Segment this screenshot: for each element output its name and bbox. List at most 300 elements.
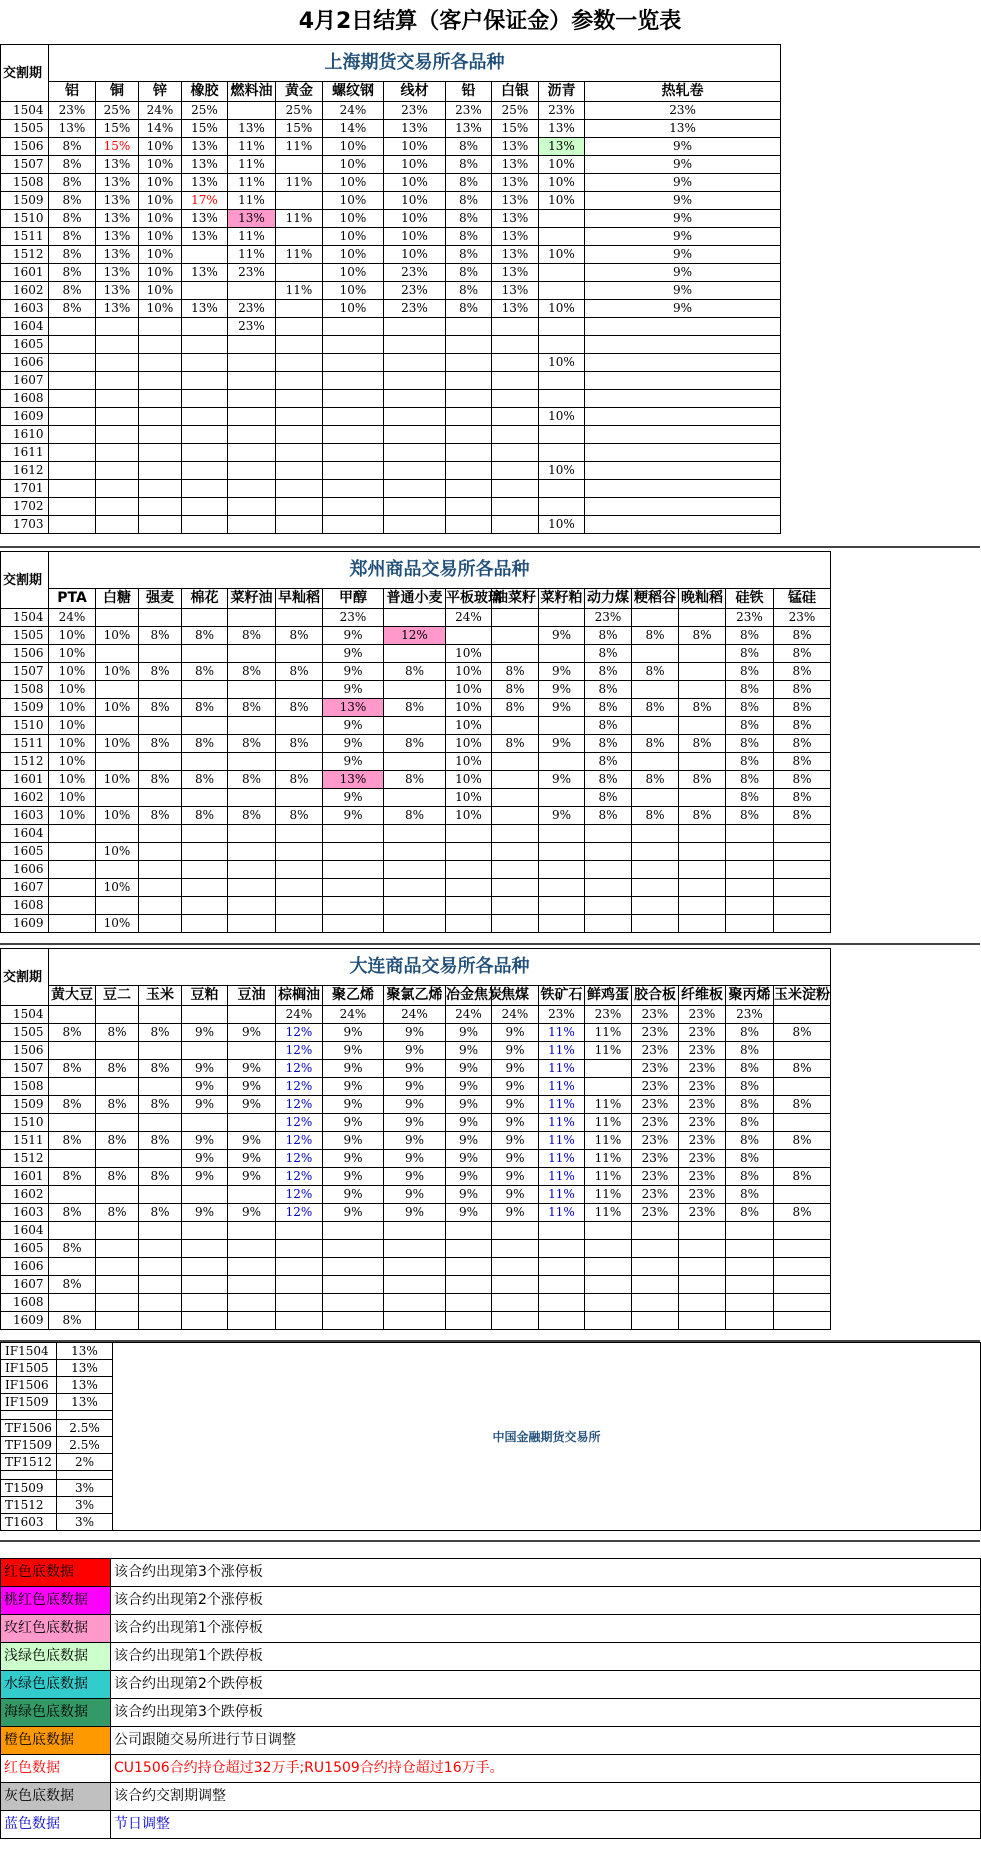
margin-cell: 11% <box>228 246 276 264</box>
product-header: 豆油 <box>228 986 276 1006</box>
margin-cell: 9% <box>323 1114 384 1132</box>
margin-cell <box>49 897 96 915</box>
margin-cell: 9% <box>446 1186 492 1204</box>
margin-cell <box>96 825 139 843</box>
table-row <box>1 1024 831 1042</box>
margin-cell <box>228 498 276 516</box>
margin-cell: 8% <box>228 699 276 717</box>
margin-cell <box>228 516 276 534</box>
margin-cell <box>446 462 492 480</box>
margin-cell: 13% <box>96 282 139 300</box>
margin-cell: 9% <box>446 1132 492 1150</box>
margin-cell: 8% <box>96 1204 139 1222</box>
margin-cell <box>276 753 323 771</box>
margin-cell <box>96 897 139 915</box>
margin-cell: 8% <box>446 192 492 210</box>
product-header: 晚籼稻 <box>679 589 726 609</box>
margin-cell <box>774 1222 831 1240</box>
margin-cell: 13% <box>96 228 139 246</box>
margin-cell: 9% <box>585 210 781 228</box>
table-row <box>1 699 831 717</box>
margin-cell: 8% <box>384 771 446 789</box>
margin-cell: 11% <box>228 192 276 210</box>
margin-cell: 8% <box>49 1132 96 1150</box>
margin-cell: 8% <box>774 735 831 753</box>
exchange-name-cffex: 中国金融期货交易所 <box>113 1343 981 1531</box>
margin-cell: 23% <box>384 282 446 300</box>
margin-cell <box>679 663 726 681</box>
margin-cell: 13% <box>492 174 539 192</box>
margin-cell: 9% <box>323 1168 384 1186</box>
margin-cell: 15% <box>492 120 539 138</box>
legend-row <box>1 1699 981 1727</box>
margin-cell: 11% <box>539 1042 585 1060</box>
contract-month: 1604 <box>1 318 49 336</box>
legend-table <box>0 1558 981 1839</box>
margin-cell: 10% <box>139 282 182 300</box>
contract-code: T1512 <box>1 1497 57 1514</box>
product-header: 焦煤 <box>492 986 539 1006</box>
margin-cell: 13% <box>446 120 492 138</box>
legend-description: 该合约出现第3个涨停板 <box>111 1559 981 1587</box>
margin-cell: 9% <box>539 699 585 717</box>
margin-cell: 8% <box>774 1168 831 1186</box>
margin-cell: 8% <box>49 1096 96 1114</box>
margin-cell: 17% <box>182 192 228 210</box>
margin-cell <box>276 354 323 372</box>
margin-cell: 8% <box>774 717 831 735</box>
margin-cell <box>492 354 539 372</box>
delivery-label: 交割期 <box>1 552 49 609</box>
table-row <box>1 627 831 645</box>
margin-cell <box>726 1312 774 1330</box>
margin-cell: 8% <box>228 735 276 753</box>
margin-cell: 11% <box>228 138 276 156</box>
margin-cell: 8% <box>774 1204 831 1222</box>
margin-cell <box>726 915 774 933</box>
product-header: 油菜籽 <box>492 589 539 609</box>
margin-cell <box>384 879 446 897</box>
margin-cell <box>726 825 774 843</box>
margin-cell <box>139 843 182 861</box>
margin-cell: 9% <box>228 1096 276 1114</box>
margin-cell <box>228 354 276 372</box>
contract-month: 1602 <box>1 1186 49 1204</box>
margin-cell: 10% <box>384 138 446 156</box>
margin-cell <box>228 1186 276 1204</box>
margin-cell <box>276 843 323 861</box>
margin-cell: 10% <box>139 246 182 264</box>
margin-cell <box>182 1240 228 1258</box>
margin-cell <box>323 372 384 390</box>
margin-cell: 10% <box>139 264 182 282</box>
product-header: 早籼稻 <box>276 589 323 609</box>
contract-month: 1508 <box>1 681 49 699</box>
margin-cell <box>446 390 492 408</box>
margin-cell <box>492 1258 539 1276</box>
legend-description: 该合约出现第3个跌停板 <box>111 1699 981 1727</box>
contract-month: 1606 <box>1 1258 49 1276</box>
contract-month: 1608 <box>1 390 49 408</box>
contract-code <box>1 1471 57 1480</box>
table-row <box>1 897 831 915</box>
margin-cell <box>726 1276 774 1294</box>
margin-cell <box>228 825 276 843</box>
table-row <box>1 1114 831 1132</box>
product-header: 沥青 <box>539 82 585 102</box>
margin-cell <box>49 426 96 444</box>
margin-cell: 10% <box>323 192 384 210</box>
margin-cell <box>139 1150 182 1168</box>
margin-cell <box>632 1240 679 1258</box>
margin-cell: 9% <box>492 1096 539 1114</box>
table-row <box>1 1222 831 1240</box>
margin-cell: 13% <box>96 174 139 192</box>
margin-cell <box>139 1276 182 1294</box>
margin-cell: 8% <box>774 645 831 663</box>
margin-cell: 25% <box>182 102 228 120</box>
margin-cell: 10% <box>323 156 384 174</box>
contract-code: T1603 <box>1 1514 57 1531</box>
margin-cell <box>492 498 539 516</box>
margin-cell <box>96 681 139 699</box>
margin-cell <box>139 1006 182 1024</box>
margin-cell <box>726 861 774 879</box>
margin-cell <box>774 897 831 915</box>
margin-cell <box>539 717 585 735</box>
margin-cell <box>539 609 585 627</box>
margin-cell: 10% <box>539 300 585 318</box>
margin-cell: 23% <box>632 1168 679 1186</box>
margin-cell <box>139 1240 182 1258</box>
margin-cell <box>182 897 228 915</box>
margin-cell <box>139 336 182 354</box>
margin-cell <box>96 372 139 390</box>
product-header-row <box>1 986 831 1006</box>
margin-cell <box>96 1078 139 1096</box>
margin-cell: 10% <box>96 843 139 861</box>
margin-cell: 11% <box>228 174 276 192</box>
margin-cell: 8% <box>726 1042 774 1060</box>
margin-cell: 8% <box>726 717 774 735</box>
product-header: 铁矿石 <box>539 986 585 1006</box>
contract-month: 1605 <box>1 843 49 861</box>
table-row <box>1 1078 831 1096</box>
margin-cell <box>539 897 585 915</box>
margin-cell <box>139 390 182 408</box>
table-row <box>1 300 781 318</box>
margin-cell: 8% <box>96 1168 139 1186</box>
margin-cell: 10% <box>323 282 384 300</box>
margin-cell <box>446 354 492 372</box>
margin-cell <box>276 1276 323 1294</box>
margin-cell: 23% <box>323 609 384 627</box>
margin-cell <box>384 1258 446 1276</box>
contract-code: TF1512 <box>1 1454 57 1471</box>
margin-cell: 10% <box>539 174 585 192</box>
margin-cell: 8% <box>492 699 539 717</box>
product-header: 棉花 <box>182 589 228 609</box>
margin-cell: 9% <box>446 1204 492 1222</box>
margin-cell: 9% <box>182 1150 228 1168</box>
margin-cell: 9% <box>182 1132 228 1150</box>
margin-cell <box>228 915 276 933</box>
margin-cell <box>139 408 182 426</box>
margin-cell <box>182 444 228 462</box>
margin-cell: 8% <box>228 771 276 789</box>
margin-cell: 8% <box>632 771 679 789</box>
section-divider <box>0 1540 980 1542</box>
margin-cell <box>539 318 585 336</box>
margin-cell <box>96 444 139 462</box>
margin-cell: 23% <box>632 1078 679 1096</box>
margin-cell <box>228 1006 276 1024</box>
margin-cell <box>384 609 446 627</box>
margin-cell <box>774 1276 831 1294</box>
margin-cell: 9% <box>323 663 384 681</box>
margin-cell <box>632 753 679 771</box>
margin-cell <box>276 318 323 336</box>
table-row <box>1 516 781 534</box>
margin-cell <box>323 825 384 843</box>
margin-cell <box>228 1222 276 1240</box>
margin-cell: 9% <box>539 807 585 825</box>
margin-cell <box>228 408 276 426</box>
margin-cell: 9% <box>182 1060 228 1078</box>
margin-cell: 23% <box>679 1204 726 1222</box>
table-row <box>1 915 831 933</box>
margin-cell <box>139 1114 182 1132</box>
margin-cell: 8% <box>96 1024 139 1042</box>
margin-cell <box>139 1258 182 1276</box>
margin-cell <box>276 372 323 390</box>
margin-cell: 8% <box>276 807 323 825</box>
margin-cell: 10% <box>49 717 96 735</box>
contract-code: IF1509 <box>1 1394 57 1411</box>
margin-cell: 8% <box>726 753 774 771</box>
margin-cell <box>276 426 323 444</box>
margin-cell: 23% <box>774 609 831 627</box>
contract-month: 1609 <box>1 408 49 426</box>
legend-row <box>1 1783 981 1811</box>
margin-cell <box>585 843 632 861</box>
margin-cell <box>446 480 492 498</box>
margin-cell: 10% <box>139 156 182 174</box>
margin-cell <box>323 444 384 462</box>
margin-cell <box>182 609 228 627</box>
margin-cell: 12% <box>276 1132 323 1150</box>
margin-cell <box>276 897 323 915</box>
margin-cell <box>323 843 384 861</box>
cffex-section <box>0 1342 980 1531</box>
margin-cell <box>679 861 726 879</box>
contract-month: 1607 <box>1 1276 49 1294</box>
margin-cell: 8% <box>585 663 632 681</box>
margin-cell: 10% <box>49 789 96 807</box>
margin-cell <box>492 462 539 480</box>
margin-cell: 23% <box>679 1078 726 1096</box>
contract-month: 1509 <box>1 192 49 210</box>
dce-table <box>0 948 831 1330</box>
margin-cell: 8% <box>585 717 632 735</box>
margin-cell: 13% <box>539 120 585 138</box>
margin-cell: 13% <box>492 210 539 228</box>
margin-cell: 9% <box>182 1024 228 1042</box>
margin-cell: 9% <box>323 735 384 753</box>
contract-month: 1702 <box>1 498 49 516</box>
margin-cell <box>139 444 182 462</box>
margin-cell: 9% <box>228 1168 276 1186</box>
margin-cell <box>182 825 228 843</box>
table-row <box>1 1343 981 1360</box>
section-divider <box>0 943 980 945</box>
margin-cell <box>384 789 446 807</box>
margin-cell <box>182 753 228 771</box>
margin-cell <box>679 1276 726 1294</box>
margin-cell <box>49 408 96 426</box>
margin-cell: 13% <box>96 246 139 264</box>
margin-cell: 9% <box>323 1042 384 1060</box>
margin-cell: 9% <box>323 1186 384 1204</box>
margin-cell <box>96 408 139 426</box>
margin-cell: 8% <box>726 1186 774 1204</box>
margin-cell <box>323 390 384 408</box>
margin-cell <box>182 480 228 498</box>
legend-description: 该合约出现第2个跌停板 <box>111 1671 981 1699</box>
margin-cell: 8% <box>726 663 774 681</box>
table-row <box>1 1258 831 1276</box>
table-row <box>1 192 781 210</box>
margin-cell: 23% <box>384 300 446 318</box>
contract-month: 1606 <box>1 861 49 879</box>
table-row <box>1 609 831 627</box>
margin-cell <box>139 354 182 372</box>
margin-cell: 10% <box>384 210 446 228</box>
table-row <box>1 1186 831 1204</box>
margin-cell <box>323 879 384 897</box>
legend-description: 该合约出现第1个跌停板 <box>111 1643 981 1671</box>
margin-cell <box>139 498 182 516</box>
margin-cell <box>492 390 539 408</box>
product-header: 甲醇 <box>323 589 384 609</box>
margin-cell: 8% <box>774 663 831 681</box>
margin-cell: 8% <box>384 699 446 717</box>
delivery-label: 交割期 <box>1 45 49 102</box>
margin-cell <box>384 717 446 735</box>
margin-cell: 8% <box>774 627 831 645</box>
margin-cell <box>228 1312 276 1330</box>
margin-cell: 8% <box>228 807 276 825</box>
margin-cell <box>276 645 323 663</box>
margin-cell: 8% <box>585 789 632 807</box>
margin-cell <box>276 879 323 897</box>
margin-cell <box>384 1276 446 1294</box>
margin-cell: 10% <box>539 192 585 210</box>
margin-cell: 8% <box>726 1060 774 1078</box>
margin-cell <box>632 897 679 915</box>
margin-cell: 13% <box>182 210 228 228</box>
margin-cell <box>492 897 539 915</box>
margin-cell: 23% <box>632 1150 679 1168</box>
margin-cell: 8% <box>492 681 539 699</box>
margin-cell <box>57 1411 113 1420</box>
margin-cell <box>49 1006 96 1024</box>
margin-cell <box>96 1240 139 1258</box>
margin-cell: 10% <box>139 300 182 318</box>
margin-cell: 12% <box>276 1150 323 1168</box>
margin-cell <box>585 1060 632 1078</box>
margin-cell <box>182 426 228 444</box>
table-row <box>1 789 831 807</box>
contract-month: 1601 <box>1 771 49 789</box>
margin-cell: 9% <box>446 1078 492 1096</box>
margin-cell: 9% <box>446 1168 492 1186</box>
margin-cell <box>446 1240 492 1258</box>
margin-cell <box>228 1114 276 1132</box>
margin-cell: 24% <box>446 609 492 627</box>
margin-cell <box>96 789 139 807</box>
margin-cell: 8% <box>96 1060 139 1078</box>
margin-cell: 8% <box>228 627 276 645</box>
margin-cell <box>49 1078 96 1096</box>
margin-cell: 8% <box>585 735 632 753</box>
margin-cell <box>774 1150 831 1168</box>
margin-cell: 15% <box>276 120 323 138</box>
margin-cell: 9% <box>539 735 585 753</box>
margin-cell: 8% <box>726 807 774 825</box>
margin-cell: 12% <box>276 1042 323 1060</box>
contract-month: 1512 <box>1 1150 49 1168</box>
margin-cell <box>228 426 276 444</box>
margin-cell: 9% <box>228 1204 276 1222</box>
contract-code: IF1505 <box>1 1360 57 1377</box>
margin-cell: 9% <box>384 1114 446 1132</box>
margin-cell: 13% <box>96 210 139 228</box>
margin-cell: 13% <box>228 210 276 228</box>
margin-cell <box>96 1150 139 1168</box>
margin-cell <box>679 843 726 861</box>
contract-month: 1607 <box>1 879 49 897</box>
margin-cell <box>585 516 781 534</box>
margin-cell: 11% <box>585 1042 632 1060</box>
margin-cell: 11% <box>585 1114 632 1132</box>
margin-cell <box>276 861 323 879</box>
margin-cell: 13% <box>492 264 539 282</box>
contract-month: 1506 <box>1 138 49 156</box>
margin-cell: 10% <box>96 735 139 753</box>
margin-cell <box>49 318 96 336</box>
product-header: 普通小麦 <box>384 589 446 609</box>
margin-cell <box>774 1258 831 1276</box>
table-row <box>1 807 831 825</box>
margin-cell: 11% <box>228 228 276 246</box>
table-row <box>1 825 831 843</box>
contract-month: 1511 <box>1 1132 49 1150</box>
margin-cell <box>539 825 585 843</box>
margin-cell: 9% <box>323 1060 384 1078</box>
margin-cell <box>49 879 96 897</box>
margin-cell <box>774 1294 831 1312</box>
margin-cell: 13% <box>384 120 446 138</box>
margin-cell <box>228 480 276 498</box>
product-header: 白糖 <box>96 589 139 609</box>
legend-row <box>1 1643 981 1671</box>
margin-cell <box>276 516 323 534</box>
margin-cell <box>323 462 384 480</box>
margin-cell: 11% <box>539 1186 585 1204</box>
margin-cell: 10% <box>96 807 139 825</box>
margin-cell: 10% <box>539 408 585 426</box>
